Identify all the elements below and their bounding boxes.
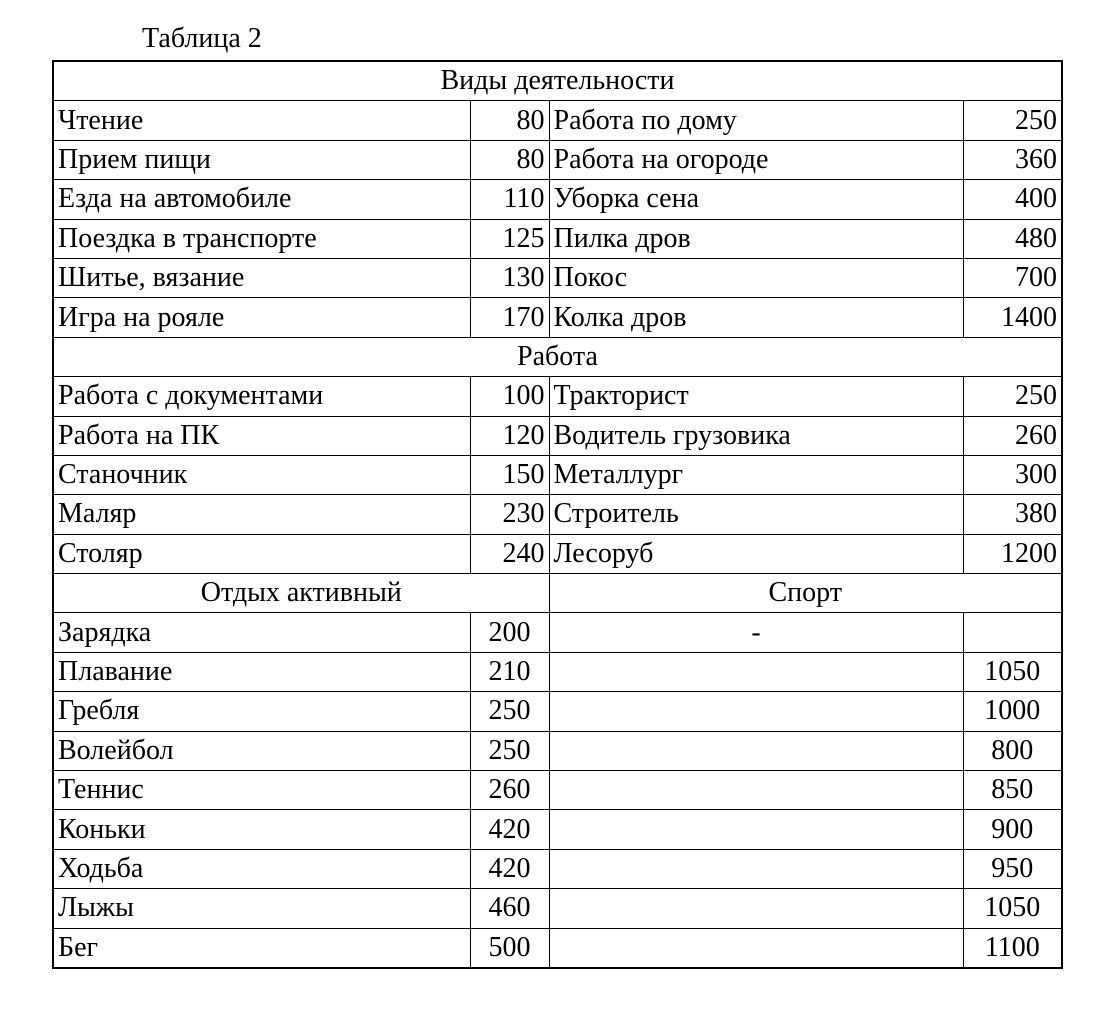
activity-value: 250: [963, 377, 1062, 416]
activity-value: 250: [963, 101, 1062, 140]
activity-value: 1200: [963, 534, 1062, 573]
activity-value: 460: [470, 889, 549, 928]
activity-name: Волейбол: [53, 731, 470, 770]
activity-name: Теннис: [53, 771, 470, 810]
activity-name: Водитель грузовика: [549, 416, 963, 455]
activity-value: 120: [470, 416, 549, 455]
activity-value: 210: [470, 652, 549, 691]
activity-name: Работа на огороде: [549, 140, 963, 179]
activity-value: 260: [963, 416, 1062, 455]
activity-name: Колка дров: [549, 298, 963, 337]
section-header-row: [53, 61, 1062, 101]
activity-name: Маляр: [53, 495, 470, 534]
sport-value: 1100: [963, 928, 1062, 968]
activity-value: 380: [963, 495, 1062, 534]
activity-value: 80: [470, 101, 549, 140]
activity-value: 420: [470, 810, 549, 849]
sport-value: 1050: [963, 652, 1062, 691]
activity-value: 80: [470, 140, 549, 179]
activity-name: Поездка в транспорте: [53, 219, 470, 258]
activity-name: Коньки: [53, 810, 470, 849]
activity-name: Гребля: [53, 692, 470, 731]
table-row: [53, 652, 1062, 691]
activity-value: 130: [470, 258, 549, 297]
activity-value: 260: [470, 771, 549, 810]
sport-name: -: [549, 613, 963, 652]
activity-name: Плавание: [53, 652, 470, 691]
sport-value: 1050: [963, 889, 1062, 928]
section-title: Отдых активный: [53, 574, 549, 613]
activity-value: 300: [963, 455, 1062, 494]
activity-value: 200: [470, 613, 549, 652]
activity-name: Станочник: [53, 455, 470, 494]
activity-name: Работа на ПК: [53, 416, 470, 455]
activity-value: 230: [470, 495, 549, 534]
table-row: [53, 731, 1062, 770]
activity-name: Пилка дров: [549, 219, 963, 258]
activity-name: Покос: [549, 258, 963, 297]
activity-name: Прием пищи: [53, 140, 470, 179]
sport-name: [549, 771, 963, 810]
sport-name: [549, 810, 963, 849]
activity-value: 400: [963, 180, 1062, 219]
table-row: [53, 455, 1062, 494]
table-row: [53, 140, 1062, 179]
activity-value: 125: [470, 219, 549, 258]
table-row: [53, 771, 1062, 810]
activity-name: Игра на рояле: [53, 298, 470, 337]
table-row: [53, 810, 1062, 849]
section-title: Спорт: [549, 574, 1062, 613]
sport-value: [963, 613, 1062, 652]
activity-name: Столяр: [53, 534, 470, 573]
activity-name: Шитье, вязание: [53, 258, 470, 297]
sport-value: 1000: [963, 692, 1062, 731]
table-row: [53, 101, 1062, 140]
activity-value: 700: [963, 258, 1062, 297]
activity-value: 500: [470, 928, 549, 968]
table-row: [53, 180, 1062, 219]
activity-name: Ходьба: [53, 849, 470, 888]
activity-value: 150: [470, 455, 549, 494]
table-row: [53, 692, 1062, 731]
table-row: [53, 928, 1062, 968]
activity-name: Лесоруб: [549, 534, 963, 573]
activity-value: 420: [470, 849, 549, 888]
section-header-row: [53, 337, 1062, 376]
activity-value: 480: [963, 219, 1062, 258]
table-row: [53, 219, 1062, 258]
activity-name: Зарядка: [53, 613, 470, 652]
activity-value: 170: [470, 298, 549, 337]
sport-value: 850: [963, 771, 1062, 810]
sport-name: [549, 889, 963, 928]
table-row: [53, 298, 1062, 337]
sport-value: 900: [963, 810, 1062, 849]
activity-name: Металлург: [549, 455, 963, 494]
activity-name: Чтение: [53, 101, 470, 140]
activity-value: 360: [963, 140, 1062, 179]
activity-value: 1400: [963, 298, 1062, 337]
table-caption: Таблица 2: [142, 23, 262, 54]
sport-name: [549, 928, 963, 968]
activity-value: 250: [470, 692, 549, 731]
activity-name: Работа по дому: [549, 101, 963, 140]
activity-name: Лыжы: [53, 889, 470, 928]
sport-name: [549, 652, 963, 691]
sport-value: 950: [963, 849, 1062, 888]
table-row: [53, 613, 1062, 652]
activity-name: Уборка сена: [549, 180, 963, 219]
activity-name: Работа с документами: [53, 377, 470, 416]
activity-name: Бег: [53, 928, 470, 968]
table-row: [53, 534, 1062, 573]
activity-energy-table: [52, 60, 1063, 969]
activity-value: 110: [470, 180, 549, 219]
sport-value: 800: [963, 731, 1062, 770]
table-row: [53, 849, 1062, 888]
sport-name: [549, 692, 963, 731]
activity-name: Тракторист: [549, 377, 963, 416]
table-row: [53, 495, 1062, 534]
table-row: [53, 889, 1062, 928]
section-header-row: [53, 574, 1062, 613]
section-title: Работа: [53, 337, 1062, 376]
activity-value: 240: [470, 534, 549, 573]
section-title: Виды деятельности: [53, 61, 1062, 101]
table-row: [53, 258, 1062, 297]
table-row: [53, 377, 1062, 416]
table-row: [53, 416, 1062, 455]
activity-name: Езда на автомобиле: [53, 180, 470, 219]
activity-value: 100: [470, 377, 549, 416]
activity-value: 250: [470, 731, 549, 770]
activity-name: Строитель: [549, 495, 963, 534]
sport-name: [549, 849, 963, 888]
sport-name: [549, 731, 963, 770]
